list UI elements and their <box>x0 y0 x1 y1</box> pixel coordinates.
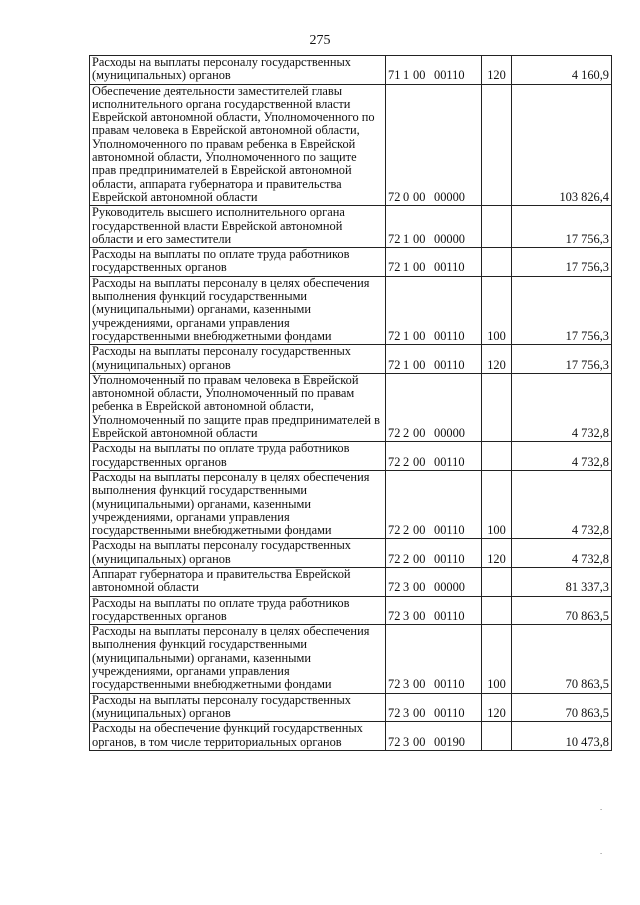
margin-mark: · <box>596 852 606 856</box>
page-number: 275 <box>309 33 331 48</box>
row-amount: 4 732,8 <box>512 470 612 538</box>
table-row <box>90 345 612 374</box>
code-part: 00 <box>413 68 426 83</box>
row-name: Расходы на выплаты персоналу в целях обеспечения выполнения функций государственными (муниципальными) органами, казенными учреждениями, органами управления государственными внебюджетными фондами <box>90 470 386 538</box>
code-part: 3 <box>403 580 410 595</box>
code-part: 1 <box>403 328 410 343</box>
row-code <box>386 567 482 596</box>
row-name: Расходы на выплаты по оплате труда работников государственных органов <box>90 442 386 471</box>
code-part: 72 <box>388 231 401 246</box>
code-part: 00 <box>413 454 426 469</box>
code-part: 00 <box>413 426 426 441</box>
row-expense-type <box>482 567 512 596</box>
row-amount: 70 863,5 <box>512 625 612 693</box>
row-expense-type: 120 <box>482 56 512 85</box>
code-part: 00 <box>413 231 426 246</box>
code-part: 00 <box>413 328 426 343</box>
row-amount: 17 756,3 <box>512 248 612 277</box>
table-row <box>90 373 612 441</box>
row-name: Расходы на выплаты по оплате труда работников государственных органов <box>90 248 386 277</box>
code-part: 00 <box>413 551 426 566</box>
code-part: 00110 <box>434 677 465 692</box>
code-part: 72 <box>388 677 401 692</box>
row-amount: 4 732,8 <box>512 442 612 471</box>
row-expense-type: 100 <box>482 276 512 344</box>
code-part: 72 <box>388 426 401 441</box>
row-name: Расходы на выплаты персоналу государственных (муниципальных) органов <box>90 56 386 85</box>
row-code <box>386 693 482 722</box>
row-amount: 4 732,8 <box>512 539 612 568</box>
table-row <box>90 84 612 206</box>
row-code <box>386 248 482 277</box>
row-amount: 10 473,8 <box>512 722 612 751</box>
row-expense-type <box>482 596 512 625</box>
row-expense-type <box>482 84 512 206</box>
code-part: 72 <box>388 189 401 204</box>
row-name: Расходы на выплаты персоналу государственных (муниципальных) органов <box>90 539 386 568</box>
code-part: 2 <box>403 426 410 441</box>
code-part: 72 <box>388 580 401 595</box>
code-part: 00 <box>413 189 426 204</box>
code-part: 72 <box>388 328 401 343</box>
row-amount: 70 863,5 <box>512 693 612 722</box>
row-amount: 70 863,5 <box>512 596 612 625</box>
table-row <box>90 539 612 568</box>
row-expense-type <box>482 206 512 248</box>
row-code <box>386 345 482 374</box>
row-code <box>386 470 482 538</box>
code-part: 00 <box>413 357 426 372</box>
row-expense-type: 100 <box>482 625 512 693</box>
code-part: 00 <box>413 580 426 595</box>
table-row <box>90 722 612 751</box>
budget-table <box>89 55 612 751</box>
code-part: 00 <box>413 705 426 720</box>
code-part: 3 <box>403 608 410 623</box>
row-expense-type <box>482 373 512 441</box>
row-code <box>386 84 482 206</box>
row-code <box>386 206 482 248</box>
row-amount: 17 756,3 <box>512 345 612 374</box>
row-amount: 4 732,8 <box>512 373 612 441</box>
row-name: Руководитель высшего исполнительного органа государственной власти Еврейской автономной области и его заместители <box>90 206 386 248</box>
row-amount: 81 337,3 <box>512 567 612 596</box>
code-part: 00000 <box>434 231 465 246</box>
table-row <box>90 625 612 693</box>
row-name: Уполномоченный по правам человека в Еврейской автономной области, Уполномоченный по правам ребенка в Еврейской автономной области, Уполномоченный по защите прав предпринимателей в Еврейской автономной области <box>90 373 386 441</box>
row-code <box>386 625 482 693</box>
code-part: 00110 <box>434 523 465 538</box>
code-part: 00 <box>413 608 426 623</box>
code-part: 1 <box>403 231 410 246</box>
row-name: Расходы на выплаты персоналу государственных (муниципальных) органов <box>90 693 386 722</box>
code-part: 72 <box>388 705 401 720</box>
row-code <box>386 539 482 568</box>
table-row <box>90 596 612 625</box>
row-expense-type <box>482 442 512 471</box>
code-part: 00000 <box>434 580 465 595</box>
row-code <box>386 596 482 625</box>
row-name: Расходы на выплаты по оплате труда работников государственных органов <box>90 596 386 625</box>
code-part: 72 <box>388 551 401 566</box>
code-part: 00110 <box>434 705 465 720</box>
code-part: 72 <box>388 608 401 623</box>
code-part: 00000 <box>434 426 465 441</box>
code-part: 00 <box>413 523 426 538</box>
code-part: 72 <box>388 734 401 749</box>
budget-table-body <box>90 56 612 751</box>
code-part: 2 <box>403 454 410 469</box>
row-expense-type <box>482 722 512 751</box>
row-name: Аппарат губернатора и правительства Еврейской автономной области <box>90 567 386 596</box>
row-amount: 17 756,3 <box>512 276 612 344</box>
table-row <box>90 567 612 596</box>
table-row <box>90 56 612 85</box>
row-code <box>386 722 482 751</box>
row-name: Расходы на выплаты персоналу в целях обеспечения выполнения функций государственными (муниципальными) органами, казенными учреждениями, органами управления государственными внебюджетными фондами <box>90 625 386 693</box>
code-part: 3 <box>403 677 410 692</box>
row-amount: 103 826,4 <box>512 84 612 206</box>
row-expense-type: 120 <box>482 693 512 722</box>
row-expense-type: 120 <box>482 539 512 568</box>
code-part: 2 <box>403 551 410 566</box>
table-row <box>90 442 612 471</box>
row-expense-type: 100 <box>482 470 512 538</box>
row-expense-type: 120 <box>482 345 512 374</box>
code-part: 72 <box>388 523 401 538</box>
code-part: 3 <box>403 705 410 720</box>
code-part: 1 <box>403 260 410 275</box>
code-part: 00 <box>413 734 426 749</box>
margin-mark: · <box>596 808 606 812</box>
code-part: 00110 <box>434 454 465 469</box>
code-part: 0 <box>403 189 410 204</box>
code-part: 71 <box>388 68 401 83</box>
row-code <box>386 442 482 471</box>
table-row <box>90 693 612 722</box>
code-part: 72 <box>388 454 401 469</box>
row-name: Расходы на выплаты персоналу государственных (муниципальных) органов <box>90 345 386 374</box>
row-name: Расходы на обеспечение функций государственных органов, в том числе территориальных органов <box>90 722 386 751</box>
table-row <box>90 470 612 538</box>
code-part: 00000 <box>434 189 465 204</box>
row-amount: 4 160,9 <box>512 56 612 85</box>
code-part: 1 <box>403 357 410 372</box>
table-row <box>90 248 612 277</box>
code-part: 3 <box>403 734 410 749</box>
code-part: 00110 <box>434 328 465 343</box>
row-code <box>386 56 482 85</box>
code-part: 2 <box>403 523 410 538</box>
code-part: 00190 <box>434 734 465 749</box>
row-name: Обеспечение деятельности заместителей главы исполнительного органа государственной власти Еврейской автономной области, Уполномоченного по правам человека в Еврейской автономной области, Уполномоченного по правам ребенка в Еврейской автономной области, Уполномоченного по защите прав предпринимателей в Еврейской автономной области, аппарата губернатора и правительства Еврейской автономной области <box>90 84 386 206</box>
code-part: 00110 <box>434 551 465 566</box>
code-part: 1 <box>403 68 410 83</box>
code-part: 00110 <box>434 608 465 623</box>
row-code <box>386 276 482 344</box>
row-amount: 17 756,3 <box>512 206 612 248</box>
table-row <box>90 276 612 344</box>
code-part: 00110 <box>434 357 465 372</box>
row-code <box>386 373 482 441</box>
code-part: 00110 <box>434 260 465 275</box>
code-part: 00110 <box>434 68 465 83</box>
code-part: 00 <box>413 260 426 275</box>
code-part: 72 <box>388 260 401 275</box>
row-expense-type <box>482 248 512 277</box>
row-name: Расходы на выплаты персоналу в целях обеспечения выполнения функций государственными (муниципальными) органами, казенными учреждениями, органами управления государственными внебюджетными фондами <box>90 276 386 344</box>
table-row <box>90 206 612 248</box>
code-part: 00 <box>413 677 426 692</box>
code-part: 72 <box>388 357 401 372</box>
